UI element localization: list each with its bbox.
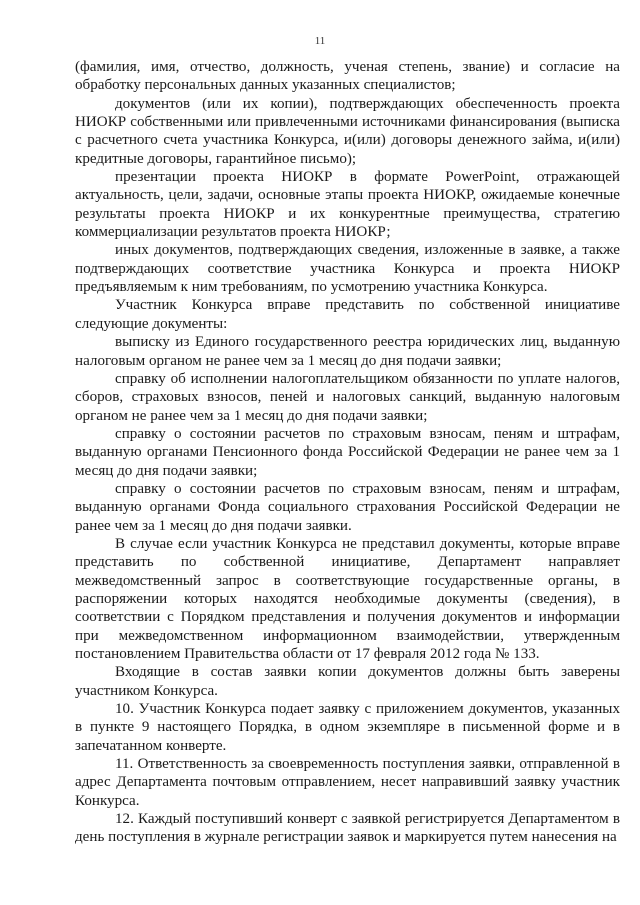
paragraph-optional-documents-intro: Участник Конкурса вправе представить по собственной инициативе следующие документы:	[75, 297, 620, 332]
paragraph-presentation: презентации проекта НИОКР в формате PowerPoint, отражающей актуальность, цели, задачи, основные этапы проекта НИОКР, ожидаемые конечные результаты проекта НИОКР и их конкурентные преимущества, стратегию коммерциализации результатов проекта НИОКР;	[75, 169, 620, 241]
paragraph-certified-copies: Входящие в состав заявки копии документов должны быть заверены участником Конкурса.	[75, 664, 620, 699]
paragraph-interagency-request: В случае если участник Конкурса не представил документы, которые вправе представить по собственной инициативе, Департамент направляет межведомственный запрос в соответствующие государственные органы, в распоряжении которых находятся необходимые документы (сведения), в соответствии с Порядком представления и получения документов и информации при межведомственном информационном взаимодействии, утвержденным постановлением Правительства области от 17 февраля 2012 года № 133.	[75, 535, 620, 662]
paragraph-pension-fund-certificate: справку о состоянии расчетов по страховым взносам, пеням и штрафам, выданную органами Пенсионного фонда Российской Федерации не ранее чем за 1 месяц до дня подачи заявки;	[75, 425, 620, 479]
document-body	[75, 58, 620, 847]
paragraph-item-12: 12. Каждый поступивший конверт с заявкой регистрируется Департаментом в день поступления в журнале регистрации заявок и маркируется путем нанесения на	[75, 811, 620, 846]
paragraph-egrul-extract: выписку из Единого государственного реестра юридических лиц, выданную налоговым органом не ранее чем за 1 месяц до дня подачи заявки;	[75, 334, 620, 369]
page-number: 11	[314, 35, 326, 47]
paragraph-financing-documents: документов (или их копии), подтверждающих обеспеченность проекта НИОКР собственными или привлеченными источниками финансирования (выписка с расчетного счета участника Конкурса, и(или) договоры денежного займа, и(или) кредитные договоры, гарантийное письмо);	[75, 95, 620, 167]
paragraph-item-11: 11. Ответственность за своевременность поступления заявки, отправленной в адрес Департамента почтовым отправлением, несет направивший заявку участник Конкурса.	[75, 756, 620, 809]
paragraph-item-10: 10. Участник Конкурса подает заявку с приложением документов, указанных в пункте 9 настоящего Порядка, в одном экземпляре в письменной форме и в запечатанном конверте.	[75, 701, 620, 754]
paragraph-tax-certificate: справку об исполнении налогоплательщиком обязанности по уплате налогов, сборов, страховых взносов, пеней и налоговых санкций, выданную налоговым органом не ранее чем за 1 месяц до дня подачи заявки;	[75, 370, 620, 424]
paragraph-specialists-consent: (фамилия, имя, отчество, должность, ученая степень, звание) и согласие на обработку персональных данных указанных специалистов;	[75, 59, 620, 94]
paragraph-social-insurance-certificate: справку о состоянии расчетов по страховым взносам, пеням и штрафам, выданную органами Фонда социального страхования Российской Федерации не ранее чем за 1 месяц до дня подачи заявки.	[75, 480, 620, 534]
paragraph-other-documents: иных документов, подтверждающих сведения, изложенные в заявке, а также подтверждающих соответствие участника Конкурса и проекта НИОКР предъявляемым к ним требованиям, по усмотрению участника Конкурса.	[75, 242, 620, 296]
